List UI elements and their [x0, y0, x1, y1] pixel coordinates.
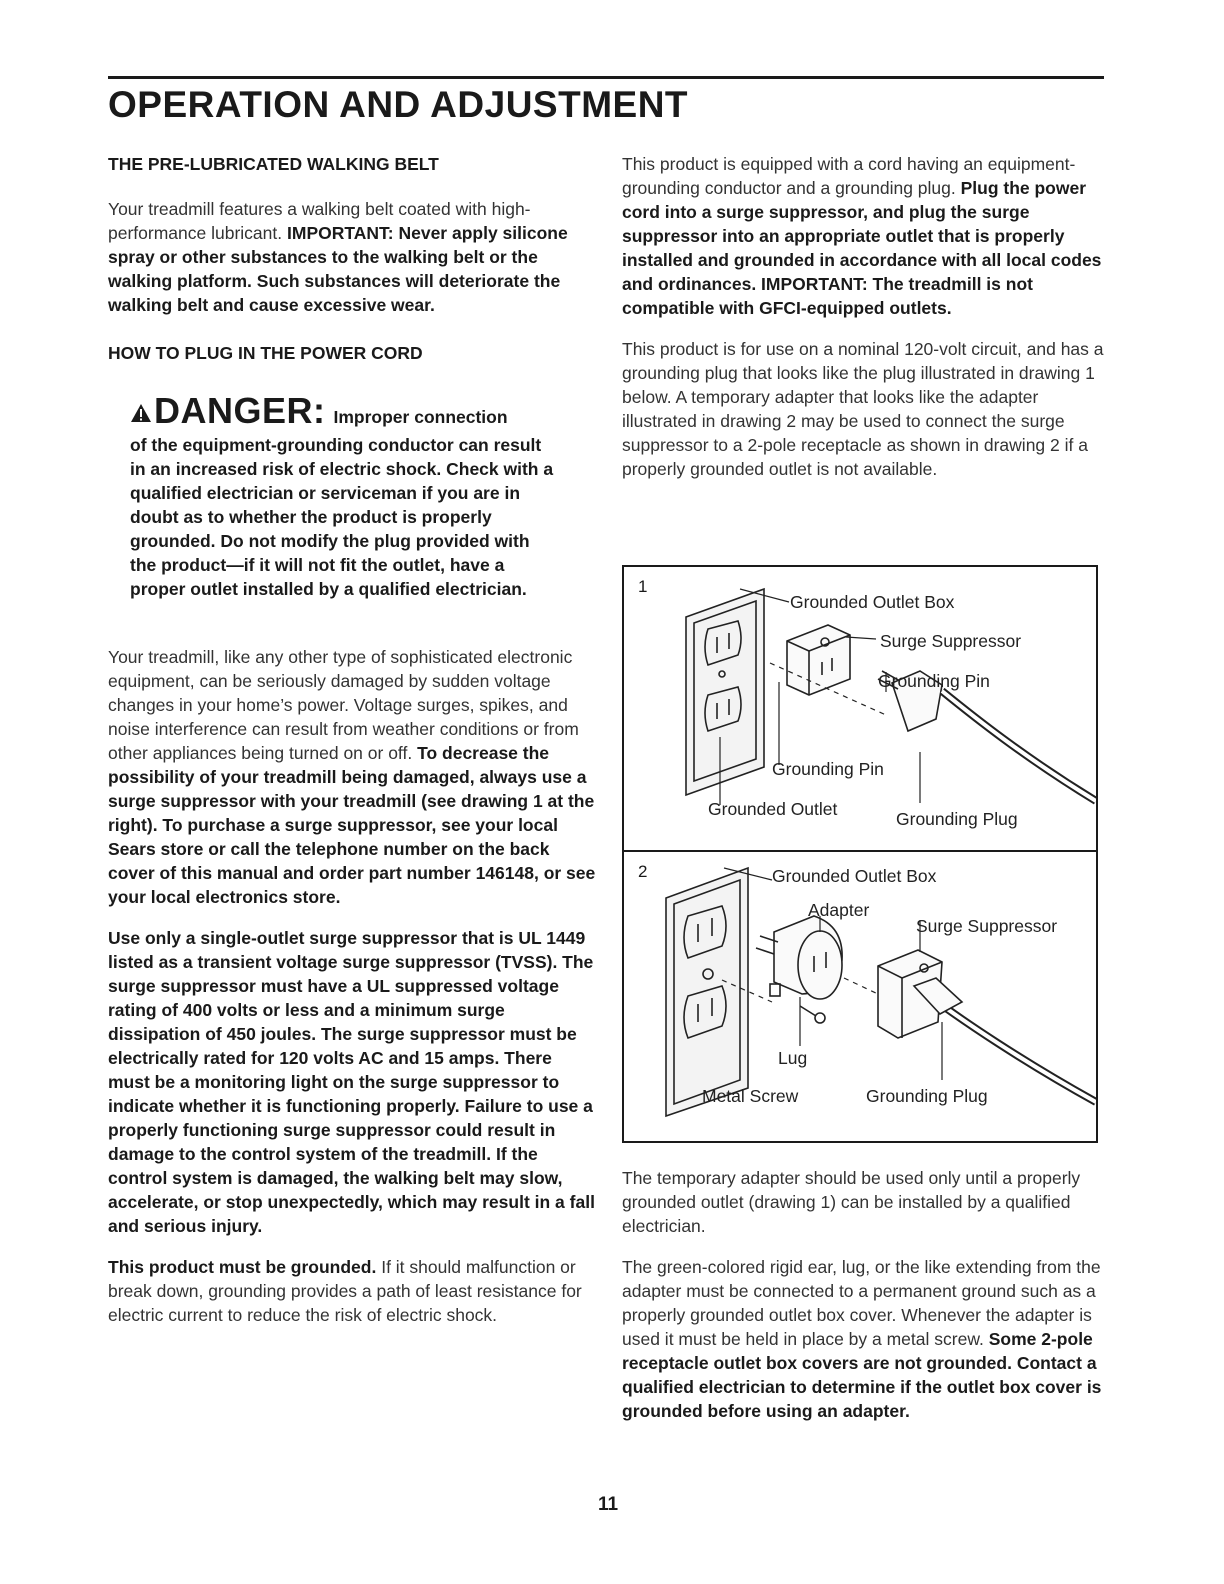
- belt-warning: IMPORTANT: Never apply silicone spray or other substances to the walking belt or the walking platform. Such substances will deteriorate the walking belt and cause excessive wear.: [108, 223, 568, 315]
- danger-word: DANGER:: [154, 390, 326, 431]
- green-lug-paragraph: [622, 1255, 1104, 1423]
- drawing-1: [624, 567, 1096, 852]
- belt-text: Your treadmill features a walking belt coated with high-performance lubricant.: [108, 199, 531, 243]
- label-grounding-plug: Grounding Plug: [896, 809, 1018, 829]
- plug-heading: HOW TO PLUG IN THE POWER CORD: [108, 343, 423, 363]
- danger-box: [130, 391, 560, 601]
- grounded-paragraph: [108, 1255, 598, 1327]
- cont-paragraph: [622, 152, 1104, 320]
- grounded-text: If it should malfunction or break down, grounding provides a path of least resistance for electric current to reduce the risk of electric shock.: [108, 1257, 582, 1325]
- title-rule: [108, 76, 1104, 79]
- danger-text: of the equipment-grounding conductor can result in an increased risk of electric shock. Check with a qualified electrician or serviceman if you are in doubt as to whether the product is properly grounded. Do not modify the plug provided with the product—if it will not fit the outlet, have a proper outlet installed by a qualified electrician.: [130, 435, 554, 599]
- label-surge-suppressor: Surge Suppressor: [880, 631, 1022, 651]
- drawing-2: [624, 852, 1096, 1141]
- surge-warning: To decrease the possibility of your treadmill being damaged, always use a surge suppressor with your treadmill (see drawing 1 at the right). To purchase a surge suppressor, see your local Sears store or call the telephone number on the back cover of this manual and order part number 146148, or see your local electronics store.: [108, 743, 596, 907]
- cont-warning: Plug the power cord into a surge suppressor, and plug the surge suppressor into an appropriate outlet that is properly installed and grounded in accordance with all local codes and ordinances. IMPORTANT: The treadmill is not compatible with GFCI-equipped outlets.: [622, 178, 1102, 318]
- warning-triangle-icon: [130, 403, 152, 423]
- label-lug: Lug: [778, 1048, 808, 1068]
- label-metal-screw: Metal Screw: [702, 1086, 799, 1106]
- belt-heading: THE PRE-LUBRICATED WALKING BELT: [108, 154, 439, 174]
- green-lug-text: The green-colored rigid ear, lug, or the like extending from the adapter must be connected to a permanent ground such as a properly grounded outlet box cover. Whenever the adapter is used it must be held in place by a metal screw.: [622, 1257, 1101, 1349]
- cont-text: This product is equipped with a cord having an equipment-grounding conductor and a grounding plug.: [622, 154, 1076, 198]
- grounded-warning: This product must be grounded.: [108, 1257, 377, 1277]
- green-lug-warning: Some 2-pole receptacle outlet box covers are not grounded. Contact a qualified electrician to determine if the outlet box cover is grounded before using an adapter.: [622, 1329, 1102, 1421]
- label-grounding-pin-top: Grounding Pin: [878, 671, 990, 691]
- surge-text: Your treadmill, like any other type of sophisticated electronic equipment, can be seriously damaged by sudden voltage changes in your home’s power. Voltage surges, spikes, and noise interference can result from weather conditions or from other appliances being turned on or off.: [108, 647, 579, 763]
- circuit-paragraph: This product is for use on a nominal 120-volt circuit, and has a grounding plug that looks like the plug illustrated in drawing 1 below. A temporary adapter that looks like the adapter illustrated in drawing 2 may be used to connect the surge suppressor to a 2-pole receptacle as shown in drawing 2 if a properly grounded outlet is not available.: [622, 339, 1104, 479]
- label-grounded-outlet-box-2: Grounded Outlet Box: [772, 866, 937, 886]
- drawings-frame: [622, 565, 1098, 1143]
- surge-paragraph: [108, 645, 598, 909]
- drawing-1-number: 1: [638, 577, 648, 596]
- label-grounding-pin-bottom: Grounding Pin: [772, 759, 884, 779]
- label-grounding-plug-2: Grounding Plug: [866, 1086, 988, 1106]
- danger-lead: Improper connection: [333, 407, 508, 427]
- adapter-temp-paragraph: The temporary adapter should be used only until a properly grounded outlet (drawing 1) can be installed by a qualified electrician.: [622, 1168, 1081, 1236]
- drawing-2-number: 2: [638, 862, 648, 881]
- label-grounded-outlet: Grounded Outlet: [708, 799, 838, 819]
- danger-line: [130, 391, 560, 431]
- drawing-2-illustration: [624, 852, 1096, 1141]
- left-column: [108, 152, 598, 1344]
- label-grounded-outlet-box: Grounded Outlet Box: [790, 592, 955, 612]
- page-number: 11: [598, 1494, 619, 1515]
- page-title: OPERATION AND ADJUSTMENT: [108, 84, 689, 125]
- single-outlet-warning: Use only a single-outlet surge suppressor that is UL 1449 listed as a transient voltage surge suppressor (TVSS). The surge suppressor must have a UL suppressed voltage rating of 400 volts or less and a minimum surge dissipation of 450 joules. The surge suppressor must be electrically rated for 120 volts AC and 15 amps. There must be a monitoring light on the surge suppressor to indicate whether it is functioning properly. Failure to use a properly functioning surge suppressor could result in damage to the control system of the treadmill. If the control system is damaged, the walking belt may slow, accelerate, or stop unexpectedly, which may result in a fall and serious injury.: [108, 928, 595, 1236]
- belt-paragraph: [108, 197, 598, 317]
- label-surge-suppressor-2: Surge Suppressor: [916, 916, 1058, 936]
- label-adapter: Adapter: [808, 900, 870, 920]
- right-column: [622, 152, 1104, 498]
- adapter-notes: [622, 1166, 1104, 1440]
